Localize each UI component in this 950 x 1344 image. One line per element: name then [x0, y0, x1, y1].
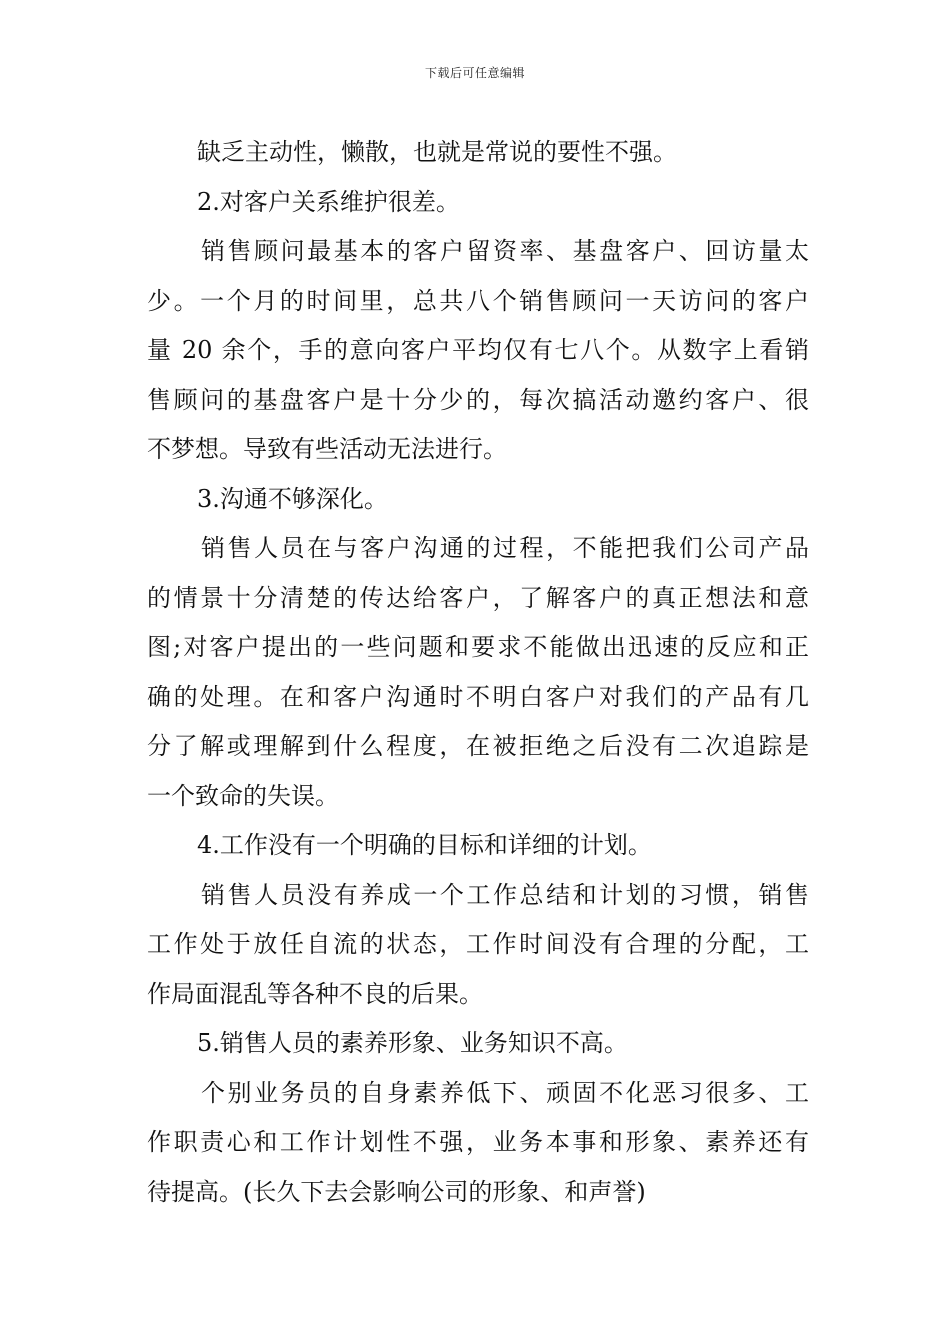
paragraph-line: 一个致命的失误。: [147, 781, 339, 810]
section-heading-3: 3.沟通不够深化。: [197, 484, 388, 513]
paragraph-line: 不梦想。导致有些活动无法进行。: [147, 435, 507, 463]
section-heading-4: 4.工作没有一个明确的目标和详细的计划。: [197, 831, 652, 859]
section-heading-2: 2.对客户关系维护很差。: [197, 187, 460, 216]
paragraph-line: 量 20 余个，手的意向客户平均仅有七八个。从数字上看销: [147, 336, 809, 364]
paragraph-line: 销售人员在与客户沟通的过程，不能把我们公司产品: [201, 534, 809, 562]
paragraph-line: 的情景十分清楚的传达给客户，了解客户的真正想法和意: [147, 583, 809, 612]
paragraph-line: 销售人员没有养成一个工作总结和计划的习惯，销售: [201, 880, 809, 909]
section-heading-5: 5.销售人员的素养形象、业务知识不高。: [197, 1029, 628, 1057]
paragraph-line: 分了解或理解到什么程度，在被拒绝之后没有二次追踪是: [147, 732, 809, 760]
page-header: 下载后可任意编辑: [424, 66, 525, 80]
paragraph-line: 作职责心和工作计划性不强，业务本事和形象、素养还有: [147, 1128, 809, 1156]
paragraph-line: 售顾问的基盘客户是十分少的，每次搞活动邀约客户、很: [147, 385, 809, 414]
paragraph-line: 作局面混乱等各种不良的后果。: [147, 979, 483, 1008]
paragraph-line: 图;对客户提出的一些问题和要求不能做出迅速的反应和正: [147, 633, 809, 661]
paragraph-line: 销售顾问最基本的客户留资率、基盘客户、回访量太: [201, 237, 809, 265]
paragraph-line: 待提高。(长久下去会影响公司的形象、和声誉): [147, 1177, 646, 1206]
paragraph-line: 个别业务员的自身素养低下、顽固不化恶习很多、工: [201, 1078, 809, 1107]
paragraph-line: 确的处理。在和客户沟通时不明白客户对我们的产品有几: [147, 682, 809, 711]
paragraph-line: 工作处于放任自流的状态，工作时间没有合理的分配，工: [147, 930, 809, 958]
paragraph-line: 少。一个月的时间里，总共八个销售顾问一天访问的客户: [147, 286, 809, 315]
paragraph-line: 缺乏主动性，懒散，也就是常说的要性不强。: [197, 138, 677, 166]
document-body: [147, 128, 809, 1217]
